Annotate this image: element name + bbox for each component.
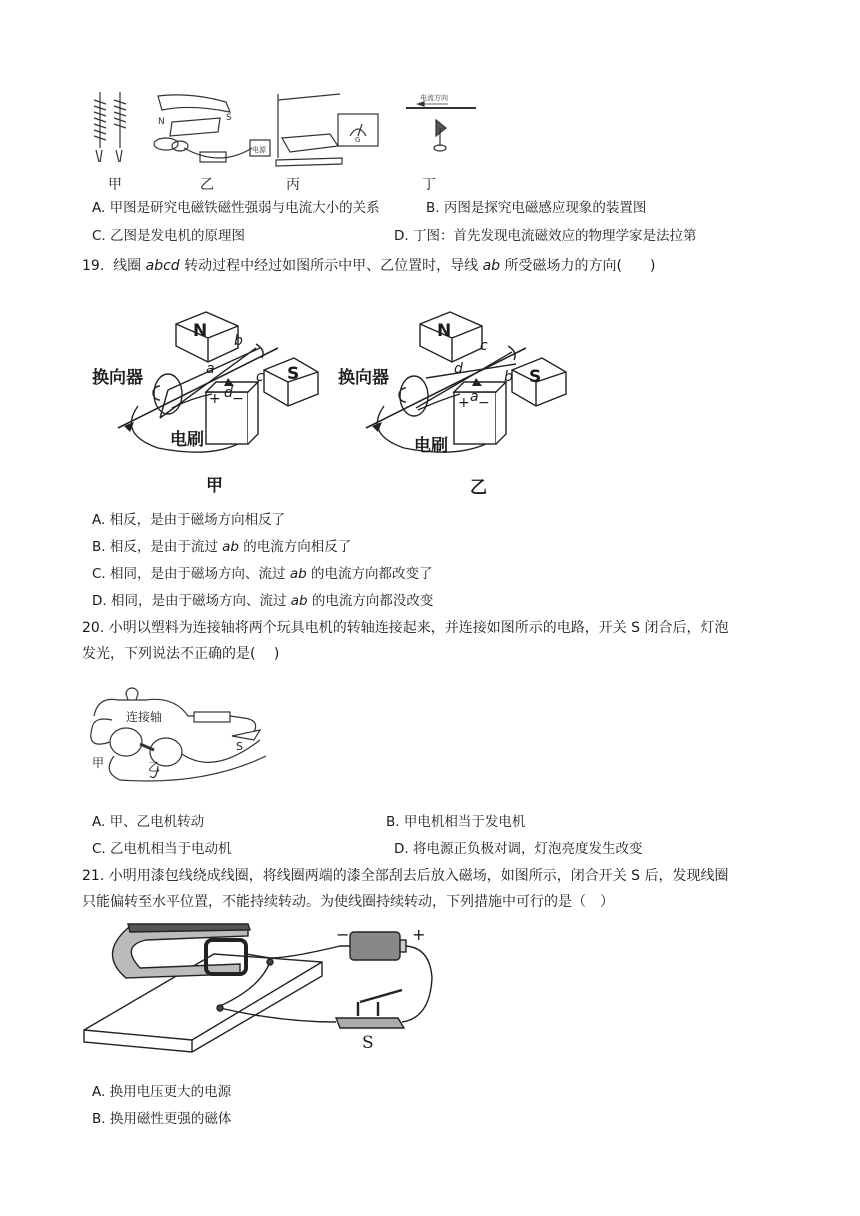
q19-option-b-wire: ab bbox=[222, 539, 239, 555]
q19-caption-yi: 乙 bbox=[470, 478, 487, 498]
q19-jia-a: a bbox=[206, 361, 215, 377]
q19-option-b-part1: B. 相反，是由于流过 bbox=[92, 539, 223, 555]
q19-jia-commutator-label: 换向器 bbox=[92, 368, 143, 388]
q21-switch bbox=[336, 1018, 404, 1028]
q19-stem-part3: 所受磁场力的方向( ) bbox=[500, 258, 656, 274]
q21-battery bbox=[350, 932, 400, 960]
q19-option-d-part2: 的电流方向都没改变 bbox=[307, 593, 434, 609]
q21-circuit-figure bbox=[80, 918, 440, 1060]
q19-option-c-wire: ab bbox=[289, 566, 307, 582]
q19-yi-s-label: S bbox=[529, 367, 542, 387]
q19-yi-brush-label: 电刷 bbox=[414, 436, 448, 456]
q20-fig-s-label: S bbox=[236, 740, 243, 753]
q20-fig-jia-label: 甲 bbox=[92, 756, 105, 770]
q21-stem-line1: 21. 小明用漆包线绕成线圈，将线圈两端的漆全部刮去后放入磁场，如图所示，闭合开关 S 后，发现线圈 bbox=[82, 868, 729, 884]
q19-yi-plus: + bbox=[458, 395, 470, 411]
q19-jia-d: d bbox=[224, 385, 233, 401]
q18-option-b[interactable]: B. 丙图是探究电磁感应现象的装置图 bbox=[426, 200, 647, 216]
q19-jia-s-label: S bbox=[287, 364, 300, 384]
q18-fig-jia-electromagnets bbox=[94, 92, 126, 162]
q18-figure bbox=[80, 88, 480, 180]
q19-stem-part2: 转动过程中经过如图所示中甲、乙位置时，导线 bbox=[179, 258, 483, 274]
q19-option-c-part2: 的电流方向都改变了 bbox=[306, 566, 433, 582]
q18-fig-bing-stand bbox=[276, 94, 378, 166]
q21-fig-minus: − bbox=[336, 925, 350, 944]
q19-yi-c: c bbox=[480, 338, 488, 354]
q20-option-d[interactable]: D. 将电源正负极对调，灯泡亮度发生改变 bbox=[394, 841, 643, 857]
q18-caption-bing: 丙 bbox=[286, 177, 300, 193]
q18-fig-bing-g: G bbox=[355, 136, 361, 144]
q19-yi-d: d bbox=[454, 361, 463, 377]
q20-bulb bbox=[118, 688, 146, 700]
q20-motor-jia bbox=[110, 728, 142, 756]
q20-stem-line2: 发光，下列说法不正确的是( ) bbox=[82, 646, 280, 662]
q20-battery bbox=[194, 712, 230, 722]
q19-option-c[interactable] bbox=[92, 564, 432, 584]
q21-fig-plus: + bbox=[412, 925, 426, 944]
q18-caption-yi: 乙 bbox=[200, 177, 214, 193]
q19-yi-b: b bbox=[504, 369, 513, 385]
q21-stem-line2: 只能偏转至水平位置，不能持续转动。为使线圈持续转动，下列措施中可行的是（ ） bbox=[82, 894, 614, 910]
q19-jia-minus: − bbox=[232, 391, 244, 407]
q21-option-b[interactable]: B. 换用磁性更强的磁体 bbox=[92, 1111, 232, 1127]
q19-jia-c: c bbox=[256, 369, 264, 385]
q18-option-a[interactable]: A. 甲图是研究电磁铁磁性强弱与电流大小的关系 bbox=[92, 200, 380, 216]
q20-fig-yi-label: 乙 bbox=[148, 760, 161, 774]
q20-option-b[interactable]: B. 甲电机相当于发电机 bbox=[386, 814, 526, 830]
q19-option-b-part2: 的电流方向相反了 bbox=[238, 539, 352, 555]
q18-fig-yi-power: 电源 bbox=[252, 146, 266, 154]
q19-stem-part1: 线圈 bbox=[113, 258, 146, 274]
q19-stem-wire: ab bbox=[482, 258, 501, 274]
q18-caption-jia: 甲 bbox=[108, 177, 122, 193]
q19-option-b[interactable] bbox=[92, 537, 351, 557]
q19-jia-plus: + bbox=[209, 391, 221, 407]
q19-option-a[interactable]: A. 相反，是由于磁场方向相反了 bbox=[92, 512, 286, 528]
q19-yi-a: a bbox=[470, 389, 479, 405]
q18-fig-ding-current-dir: 电流方向 bbox=[420, 94, 448, 102]
q19-stem bbox=[82, 256, 655, 276]
q19-caption-jia: 甲 bbox=[206, 476, 223, 496]
q19-jia-b: b bbox=[234, 333, 243, 349]
q19-stem-coil: abcd bbox=[145, 258, 180, 274]
q18-fig-ding-oersted bbox=[406, 102, 476, 151]
q21-option-a[interactable]: A. 换用电压更大的电源 bbox=[92, 1084, 232, 1100]
q19-number: 19. bbox=[82, 258, 105, 274]
q20-option-c[interactable]: C. 乙电机相当于电动机 bbox=[92, 841, 232, 857]
q21-horseshoe-magnet bbox=[112, 928, 248, 978]
q19-jia-n-label: N bbox=[193, 321, 208, 341]
q18-fig-yi-s: S bbox=[226, 113, 232, 123]
q18-option-c[interactable]: C. 乙图是发电机的原理图 bbox=[92, 228, 246, 244]
q19-option-d[interactable] bbox=[92, 591, 433, 611]
q20-option-a[interactable]: A. 甲、乙电机转动 bbox=[92, 814, 205, 830]
q18-fig-yi-n: N bbox=[158, 117, 165, 127]
q19-motor-figure-jia bbox=[88, 308, 328, 468]
q20-motors-figure bbox=[84, 676, 274, 788]
q19-option-d-wire: ab bbox=[290, 593, 308, 609]
q20-stem-line1: 20. 小明以塑料为连接轴将两个玩具电机的转轴连接起来，并连接如图所示的电路，开关 S 闭合后，灯泡 bbox=[82, 620, 729, 636]
q20-fig-shaft-label: 连接轴 bbox=[126, 710, 163, 724]
q19-option-d-part1: D. 相同，是由于磁场方向、流过 bbox=[92, 593, 291, 609]
q18-option-d[interactable]: D. 丁图：首先发现电流磁效应的物理学家是法拉第 bbox=[394, 228, 697, 244]
q19-yi-commutator-label: 换向器 bbox=[338, 368, 389, 388]
q19-jia-brush-label: 电刷 bbox=[170, 430, 204, 450]
q21-fig-s-label: S bbox=[362, 1033, 374, 1053]
q19-option-c-part1: C. 相同，是由于磁场方向、流过 bbox=[92, 566, 290, 582]
q19-yi-minus: − bbox=[478, 395, 490, 411]
q18-caption-ding: 丁 bbox=[422, 177, 436, 193]
q19-yi-n-label: N bbox=[437, 321, 452, 341]
q19-motor-figure-yi bbox=[336, 308, 576, 468]
